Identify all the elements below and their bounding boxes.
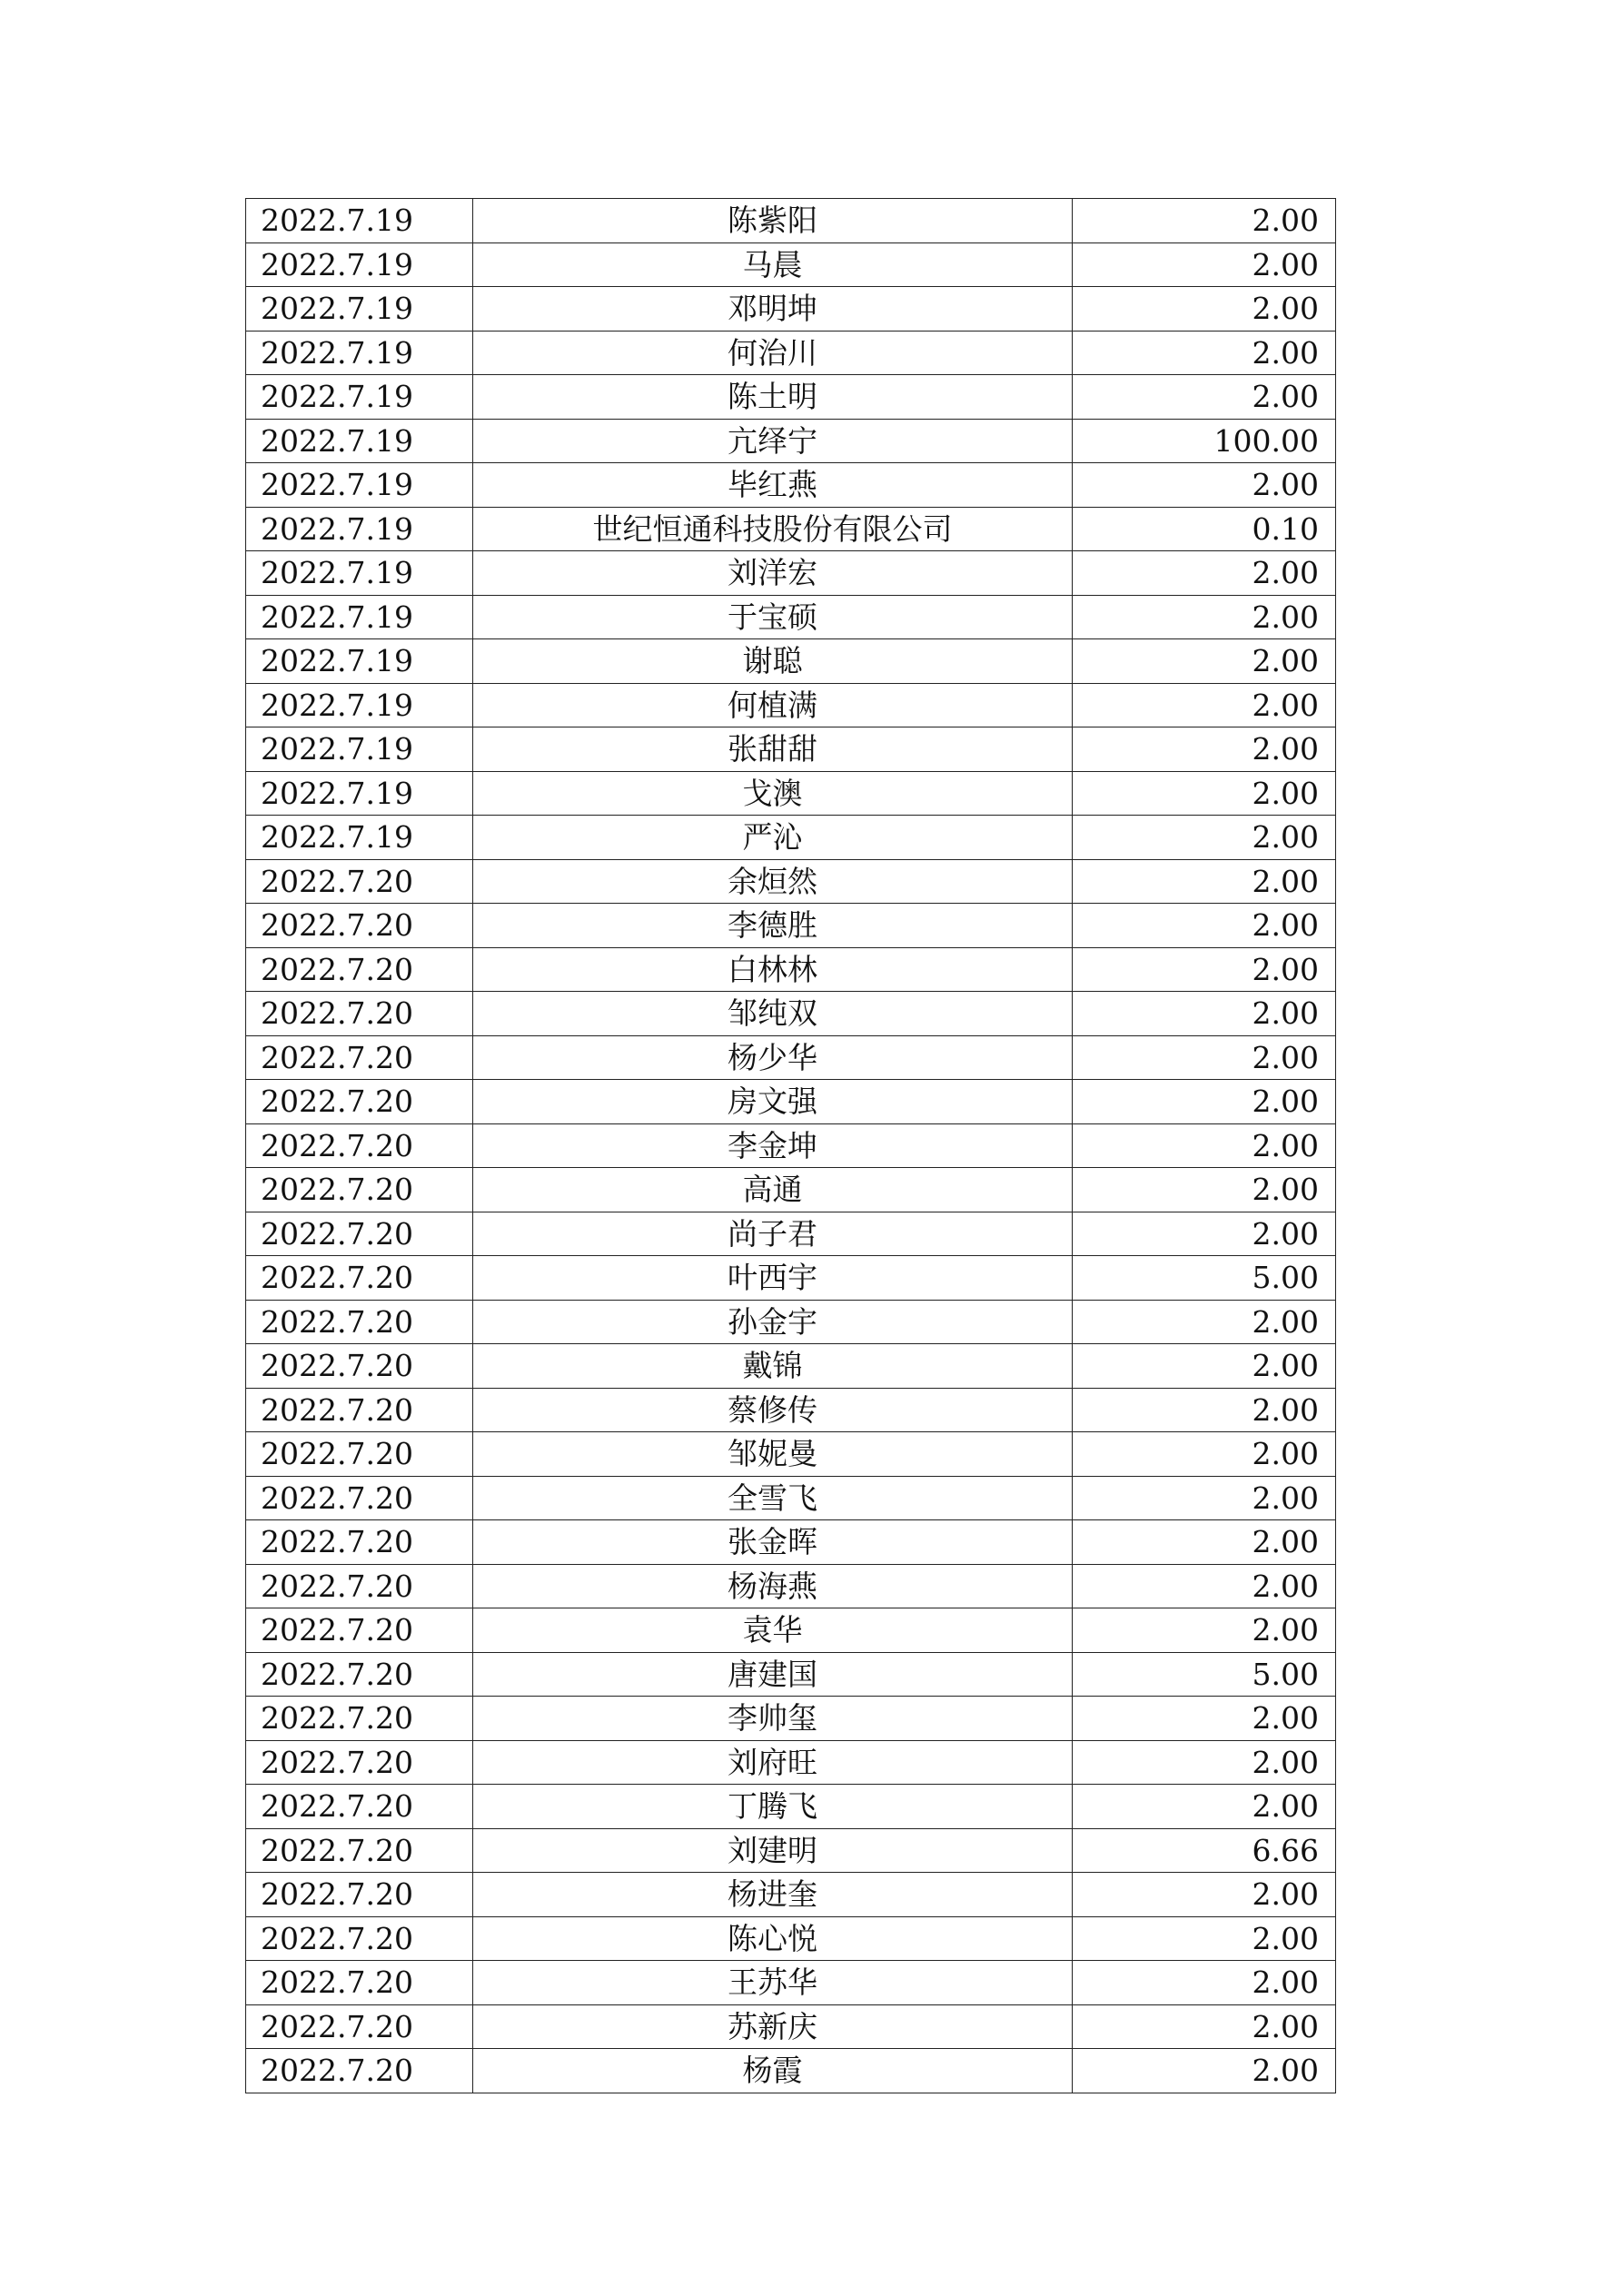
date-cell: 2022.7.20 [246,2049,473,2093]
table-row [246,287,1336,332]
table-row [246,1873,1336,1917]
table-row [246,551,1336,596]
amount-cell: 2.00 [1073,771,1336,816]
table-row [246,1432,1336,1477]
amount-cell: 2.00 [1073,1168,1336,1212]
table-row [246,992,1336,1036]
name-cell: 陈心悦 [473,1916,1073,1961]
table-row [246,947,1336,992]
date-cell: 2022.7.20 [246,1697,473,1741]
table-row [246,1123,1336,1168]
amount-cell: 2.00 [1073,639,1336,684]
table-row [246,1785,1336,1829]
date-cell: 2022.7.20 [246,1873,473,1917]
table-row [246,1520,1336,1565]
name-cell: 全雪飞 [473,1476,1073,1520]
table-row [246,1080,1336,1124]
date-cell: 2022.7.20 [246,1300,473,1344]
name-cell: 房文强 [473,1080,1073,1124]
table-row [246,771,1336,816]
name-cell: 何植满 [473,683,1073,727]
date-cell: 2022.7.20 [246,1256,473,1301]
name-cell: 毕红燕 [473,463,1073,508]
name-cell: 李金坤 [473,1123,1073,1168]
amount-cell: 2.00 [1073,463,1336,508]
name-cell: 李帅玺 [473,1697,1073,1741]
table-row [246,463,1336,508]
date-cell: 2022.7.20 [246,1740,473,1785]
date-cell: 2022.7.20 [246,1608,473,1653]
table-row [246,375,1336,420]
name-cell: 马晨 [473,242,1073,287]
name-cell: 邹妮曼 [473,1432,1073,1477]
amount-cell: 2.00 [1073,1520,1336,1565]
amount-cell: 2.00 [1073,1740,1336,1785]
table-row [246,1035,1336,1080]
table-row [246,904,1336,948]
date-cell: 2022.7.20 [246,1212,473,1256]
amount-cell: 100.00 [1073,419,1336,463]
date-cell: 2022.7.20 [246,1564,473,1608]
name-cell: 袁华 [473,1608,1073,1653]
name-cell: 张甜甜 [473,727,1073,772]
name-cell: 亢绎宁 [473,419,1073,463]
date-cell: 2022.7.20 [246,1080,473,1124]
table-row [246,1256,1336,1301]
date-cell: 2022.7.20 [246,1652,473,1697]
date-cell: 2022.7.20 [246,1476,473,1520]
table-row [246,595,1336,639]
date-cell: 2022.7.20 [246,2004,473,2049]
amount-cell: 2.00 [1073,1212,1336,1256]
amount-cell: 2.00 [1073,2004,1336,2049]
amount-cell: 2.00 [1073,816,1336,860]
table-row [246,2004,1336,2049]
name-cell: 杨霞 [473,2049,1073,2093]
table-row [246,1344,1336,1389]
amount-cell: 2.00 [1073,727,1336,772]
name-cell: 戴锦 [473,1344,1073,1389]
amount-cell: 2.00 [1073,1564,1336,1608]
name-cell: 余烜然 [473,859,1073,904]
table-row [246,1961,1336,2005]
table-row [246,199,1336,243]
amount-cell: 0.10 [1073,507,1336,551]
table-row [246,1828,1336,1873]
amount-cell: 2.00 [1073,1608,1336,1653]
amount-cell: 2.00 [1073,1432,1336,1477]
table-row [246,1388,1336,1432]
date-cell: 2022.7.19 [246,816,473,860]
date-cell: 2022.7.20 [246,1168,473,1212]
name-cell: 于宝硕 [473,595,1073,639]
amount-cell: 2.00 [1073,595,1336,639]
name-cell: 蔡修传 [473,1388,1073,1432]
amount-cell: 2.00 [1073,1476,1336,1520]
table-row [246,242,1336,287]
amount-cell: 5.00 [1073,1256,1336,1301]
amount-cell: 2.00 [1073,1961,1336,2005]
name-cell: 杨少华 [473,1035,1073,1080]
amount-cell: 2.00 [1073,1873,1336,1917]
name-cell: 尚子君 [473,1212,1073,1256]
name-cell: 王苏华 [473,1961,1073,2005]
amount-cell: 2.00 [1073,1344,1336,1389]
date-cell: 2022.7.19 [246,463,473,508]
date-cell: 2022.7.20 [246,1520,473,1565]
date-cell: 2022.7.19 [246,331,473,375]
date-cell: 2022.7.19 [246,419,473,463]
date-cell: 2022.7.20 [246,992,473,1036]
name-cell: 何治川 [473,331,1073,375]
table-row [246,639,1336,684]
amount-cell: 2.00 [1073,947,1336,992]
amount-cell: 2.00 [1073,1916,1336,1961]
amount-cell: 2.00 [1073,904,1336,948]
table-row [246,683,1336,727]
table-row [246,2049,1336,2093]
amount-cell: 2.00 [1073,331,1336,375]
date-cell: 2022.7.20 [246,1828,473,1873]
date-cell: 2022.7.19 [246,727,473,772]
amount-cell: 2.00 [1073,1080,1336,1124]
amount-cell: 5.00 [1073,1652,1336,1697]
name-cell: 戈澳 [473,771,1073,816]
name-cell: 邹纯双 [473,992,1073,1036]
table-row [246,859,1336,904]
name-cell: 杨进奎 [473,1873,1073,1917]
amount-cell: 2.00 [1073,1035,1336,1080]
name-cell: 白林林 [473,947,1073,992]
name-cell: 叶西宇 [473,1256,1073,1301]
table-row [246,1652,1336,1697]
name-cell: 陈紫阳 [473,199,1073,243]
name-cell: 世纪恒通科技股份有限公司 [473,507,1073,551]
amount-cell: 2.00 [1073,1123,1336,1168]
date-cell: 2022.7.20 [246,1123,473,1168]
table-row [246,507,1336,551]
name-cell: 张金晖 [473,1520,1073,1565]
amount-cell: 2.00 [1073,683,1336,727]
date-cell: 2022.7.20 [246,1916,473,1961]
name-cell: 刘府旺 [473,1740,1073,1785]
date-cell: 2022.7.19 [246,683,473,727]
name-cell: 高通 [473,1168,1073,1212]
amount-cell: 2.00 [1073,1300,1336,1344]
table-row [246,816,1336,860]
donation-table [245,198,1336,2093]
date-cell: 2022.7.19 [246,639,473,684]
table-row [246,1740,1336,1785]
amount-cell: 2.00 [1073,1785,1336,1829]
amount-cell: 2.00 [1073,199,1336,243]
name-cell: 陈土明 [473,375,1073,420]
date-cell: 2022.7.20 [246,1388,473,1432]
amount-cell: 2.00 [1073,2049,1336,2093]
table-row [246,1476,1336,1520]
name-cell: 谢聪 [473,639,1073,684]
table-row [246,1300,1336,1344]
name-cell: 邓明坤 [473,287,1073,332]
table-row [246,1564,1336,1608]
date-cell: 2022.7.19 [246,287,473,332]
date-cell: 2022.7.20 [246,947,473,992]
date-cell: 2022.7.19 [246,242,473,287]
table-row [246,1168,1336,1212]
table-row [246,1697,1336,1741]
amount-cell: 2.00 [1073,242,1336,287]
table-row [246,727,1336,772]
name-cell: 杨海燕 [473,1564,1073,1608]
date-cell: 2022.7.20 [246,1344,473,1389]
table-row [246,1212,1336,1256]
amount-cell: 2.00 [1073,287,1336,332]
amount-cell: 2.00 [1073,375,1336,420]
date-cell: 2022.7.20 [246,1432,473,1477]
name-cell: 李德胜 [473,904,1073,948]
amount-cell: 2.00 [1073,859,1336,904]
amount-cell: 2.00 [1073,1697,1336,1741]
date-cell: 2022.7.20 [246,859,473,904]
amount-cell: 2.00 [1073,1388,1336,1432]
date-cell: 2022.7.20 [246,904,473,948]
date-cell: 2022.7.19 [246,199,473,243]
date-cell: 2022.7.19 [246,375,473,420]
date-cell: 2022.7.19 [246,771,473,816]
amount-cell: 2.00 [1073,551,1336,596]
amount-cell: 6.66 [1073,1828,1336,1873]
name-cell: 丁腾飞 [473,1785,1073,1829]
date-cell: 2022.7.20 [246,1785,473,1829]
name-cell: 刘建明 [473,1828,1073,1873]
table-row [246,419,1336,463]
donation-table-body [246,199,1336,2093]
table-row [246,331,1336,375]
name-cell: 严沁 [473,816,1073,860]
date-cell: 2022.7.20 [246,1035,473,1080]
date-cell: 2022.7.20 [246,1961,473,2005]
amount-cell: 2.00 [1073,992,1336,1036]
name-cell: 刘洋宏 [473,551,1073,596]
date-cell: 2022.7.19 [246,551,473,596]
date-cell: 2022.7.19 [246,507,473,551]
name-cell: 苏新庆 [473,2004,1073,2049]
table-row [246,1916,1336,1961]
name-cell: 孙金宇 [473,1300,1073,1344]
name-cell: 唐建国 [473,1652,1073,1697]
date-cell: 2022.7.19 [246,595,473,639]
table-row [246,1608,1336,1653]
